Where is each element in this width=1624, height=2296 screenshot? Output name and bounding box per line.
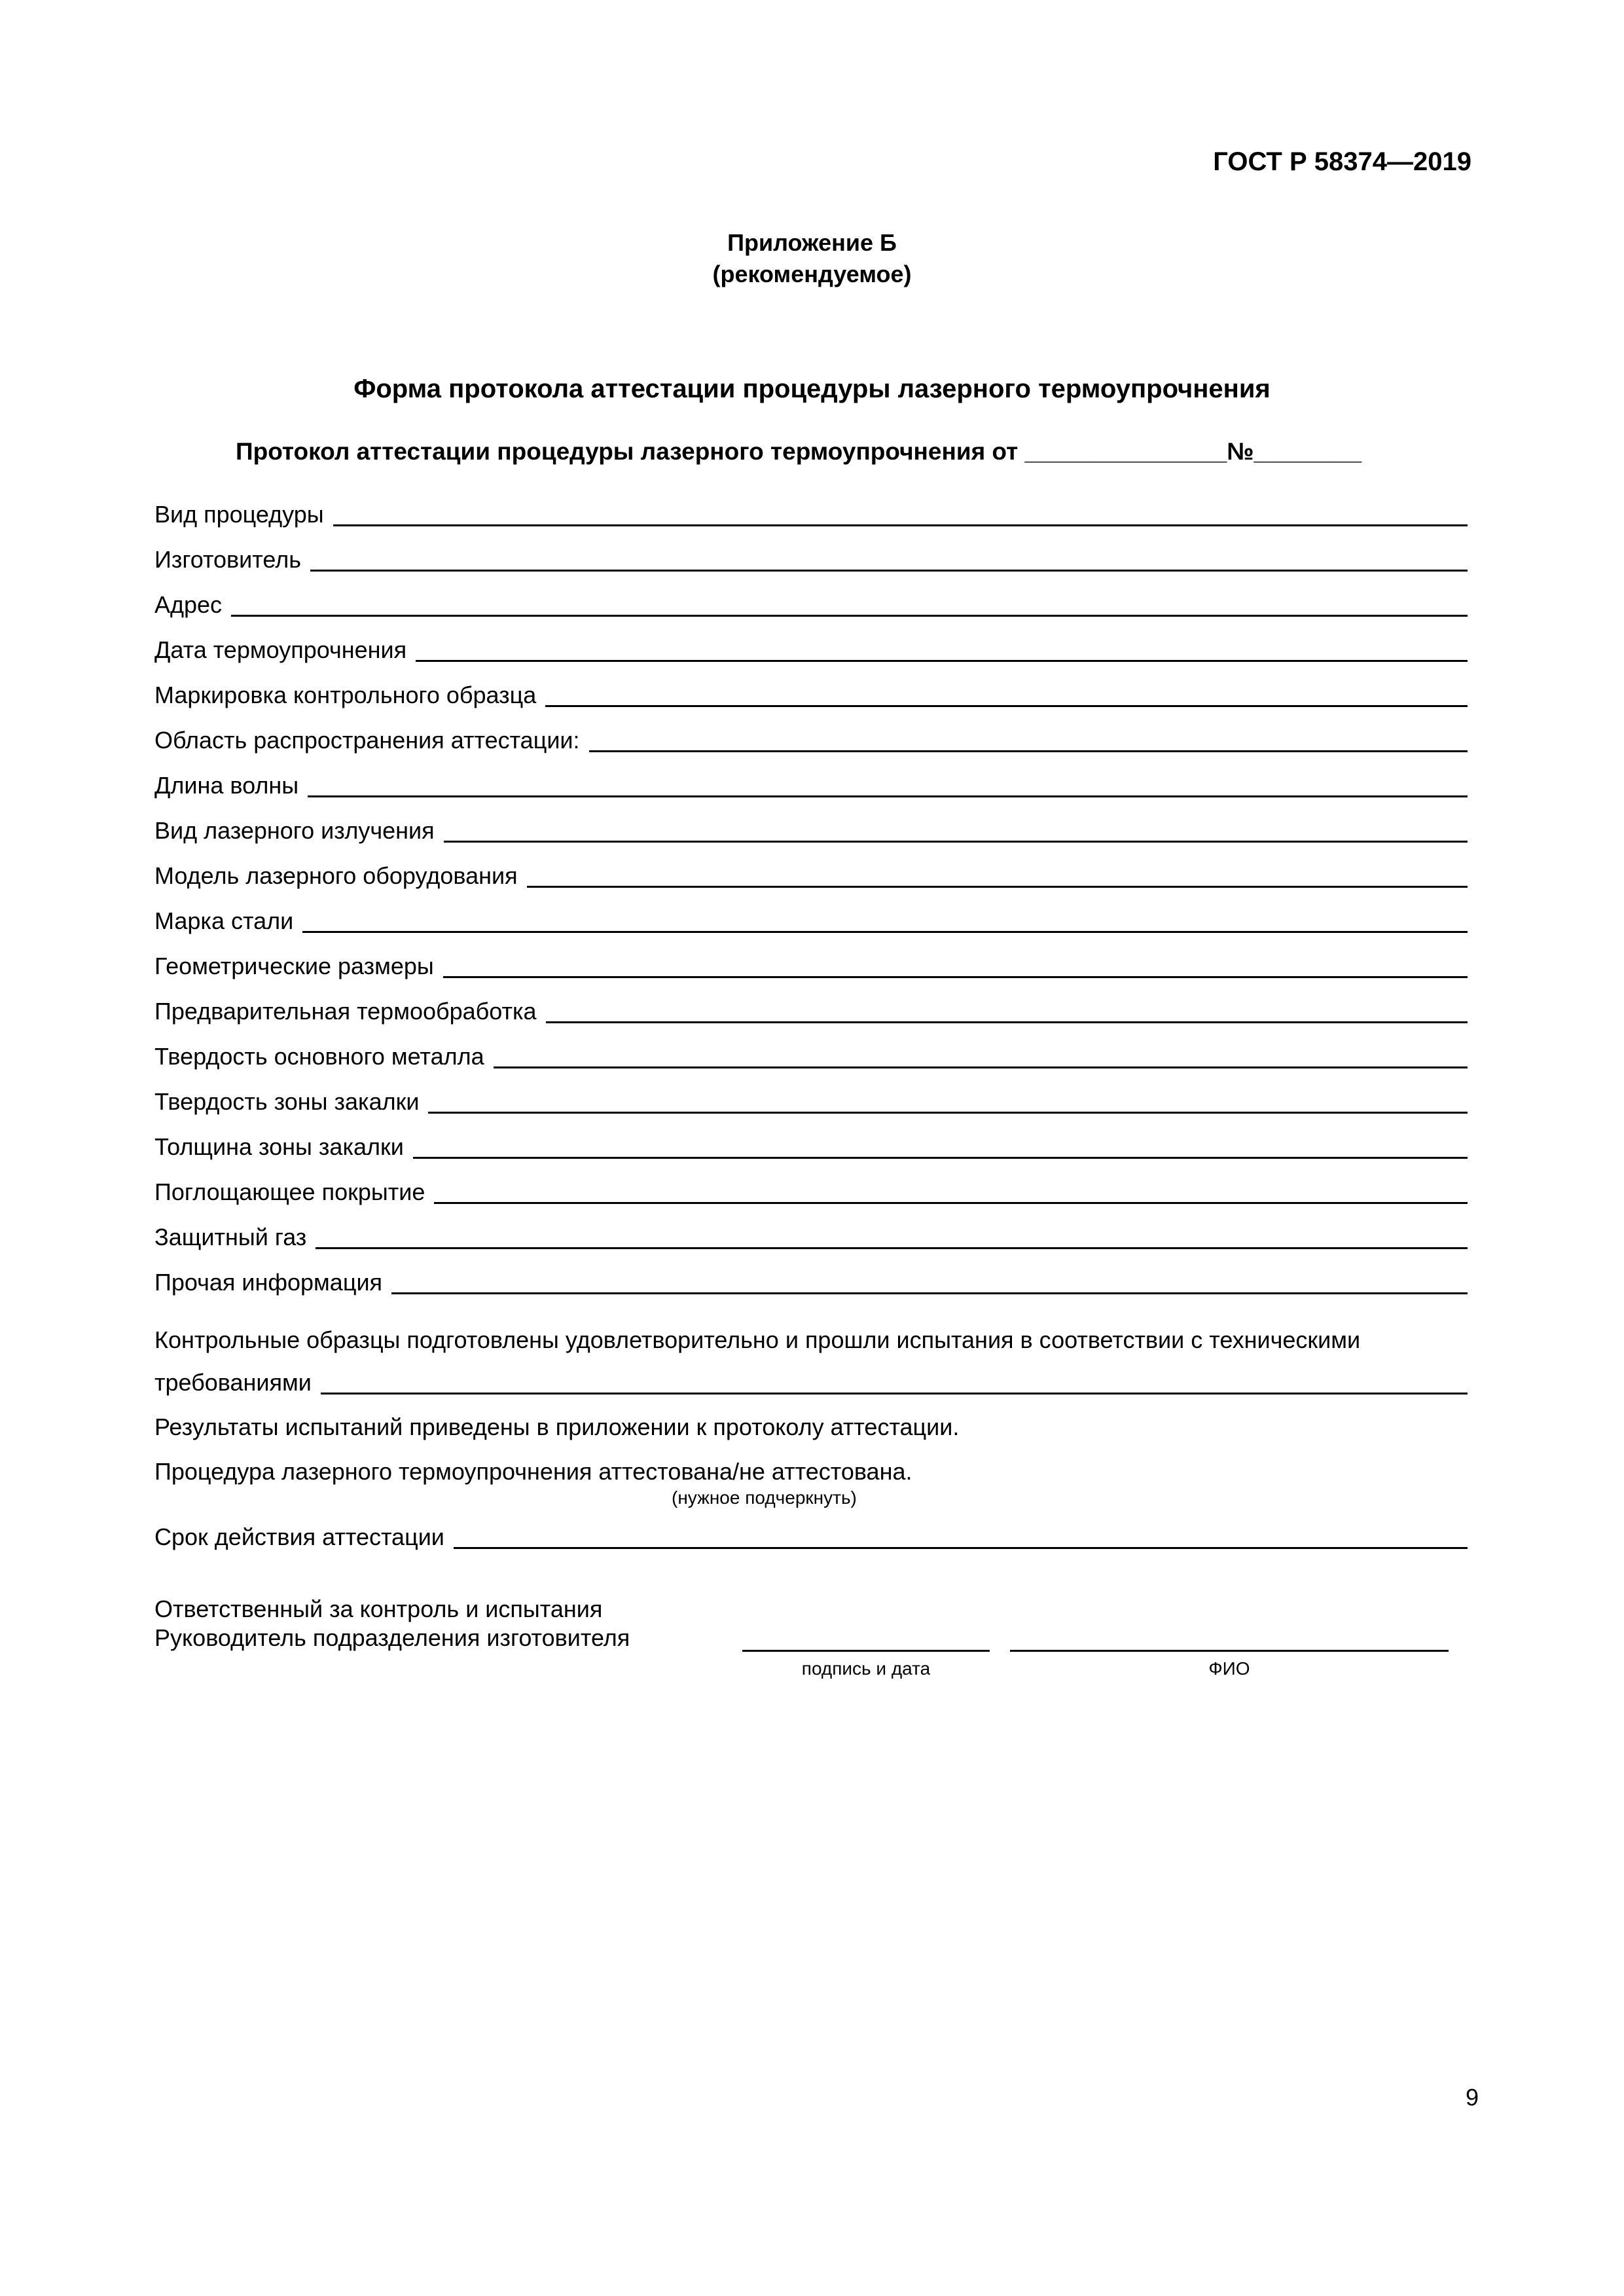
full-name-line[interactable] [1010, 1650, 1449, 1652]
field-line[interactable] [391, 1292, 1468, 1294]
appendix-title: Приложение Б [727, 229, 897, 256]
field-hardened-zone-hardness[interactable] [154, 1085, 1468, 1115]
field-label: Дата термоупрочнения [154, 636, 407, 663]
field-label: Геометрические размеры [154, 953, 434, 979]
results-statement: Результаты испытаний приведены в приложении к протоколу аттестации. [154, 1413, 960, 1440]
field-line[interactable] [443, 976, 1468, 978]
field-other-info[interactable] [154, 1266, 1468, 1296]
field-line[interactable] [231, 615, 1468, 617]
field-label: Твердость основного металла [154, 1043, 484, 1070]
field-requirements[interactable] [154, 1366, 1468, 1396]
field-line[interactable] [416, 660, 1468, 662]
samples-statement: Контрольные образцы подготовлены удовлетворительно и прошли испытания в соответствии с техническими [154, 1326, 1361, 1353]
field-label: Вид лазерного излучения [154, 817, 435, 844]
field-line[interactable] [308, 795, 1468, 797]
field-label: Поглощающее покрытие [154, 1178, 425, 1205]
field-geometric-dimensions[interactable] [154, 949, 1468, 979]
field-label: Марка стали [154, 907, 294, 934]
field-steel-grade[interactable] [154, 904, 1468, 934]
field-label: Толщина зоны закалки [154, 1133, 404, 1160]
protocol-title [236, 438, 1362, 465]
field-line[interactable] [310, 570, 1468, 572]
page-number: 9 [1465, 2084, 1479, 2111]
field-label: Предварительная термообработка [154, 998, 537, 1025]
underline-note: (нужное подчеркнуть) [672, 1487, 857, 1508]
field-line[interactable] [546, 1021, 1468, 1023]
full-name-caption: ФИО [1208, 1658, 1250, 1679]
protocol-date-blank[interactable]: _______________ [1024, 438, 1227, 465]
field-label: Срок действия аттестации [154, 1523, 444, 1550]
field-absorbing-coating[interactable] [154, 1175, 1468, 1205]
field-laser-radiation-type[interactable] [154, 814, 1468, 844]
field-line[interactable] [444, 841, 1468, 843]
protocol-number-label: № [1227, 438, 1254, 465]
responsible-person: Ответственный за контроль и испытания [154, 1595, 603, 1622]
field-label: Маркировка контрольного образца [154, 682, 537, 708]
field-shielding-gas[interactable] [154, 1220, 1468, 1250]
field-label: Вид процедуры [154, 501, 324, 528]
field-line[interactable] [316, 1247, 1468, 1249]
department-head: Руководитель подразделения изготовителя [154, 1624, 630, 1651]
field-label: Область распространения аттестации: [154, 727, 580, 754]
field-line[interactable] [545, 705, 1468, 707]
field-laser-equipment-model[interactable] [154, 859, 1468, 889]
procedure-statement: Процедура лазерного термоупрочнения аттестована/не аттестована. [154, 1458, 912, 1485]
field-procedure-type[interactable] [154, 498, 1468, 528]
signature-date-caption: подпись и дата [801, 1658, 931, 1679]
field-line[interactable] [494, 1066, 1468, 1068]
field-line[interactable] [434, 1202, 1468, 1204]
field-line[interactable] [428, 1112, 1468, 1114]
field-label: Модель лазерного оборудования [154, 862, 518, 889]
protocol-title-text: Протокол аттестации процедуры лазерного термоупрочнения от [236, 438, 1019, 465]
field-line[interactable] [413, 1157, 1468, 1159]
field-line[interactable] [589, 750, 1468, 752]
form-title: Форма протокола аттестации процедуры лазерного термоупрочнения [353, 374, 1271, 403]
field-pre-heat-treatment[interactable] [154, 994, 1468, 1025]
field-line[interactable] [321, 1393, 1468, 1394]
field-base-metal-hardness[interactable] [154, 1040, 1468, 1070]
signature-date-line[interactable] [742, 1650, 990, 1652]
field-sample-marking[interactable] [154, 678, 1468, 708]
field-label: Адрес [154, 591, 223, 618]
field-certification-scope[interactable] [154, 723, 1468, 754]
field-label: требованиями [154, 1369, 312, 1396]
field-hardened-zone-thickness[interactable] [154, 1130, 1468, 1160]
field-wavelength[interactable] [154, 769, 1468, 799]
field-address[interactable] [154, 588, 1468, 618]
field-hardening-date[interactable] [154, 633, 1468, 663]
field-line[interactable] [302, 931, 1468, 933]
standard-number: ГОСТ Р 58374—2019 [1213, 147, 1471, 176]
field-label: Защитный газ [154, 1224, 307, 1250]
field-manufacturer[interactable] [154, 543, 1468, 573]
field-line[interactable] [527, 886, 1468, 888]
field-validity-period[interactable] [154, 1520, 1468, 1550]
field-label: Длина волны [154, 772, 299, 799]
field-label: Прочая информация [154, 1269, 383, 1296]
protocol-number-blank[interactable]: ________ [1254, 438, 1362, 465]
field-label: Изготовитель [154, 546, 301, 573]
field-line[interactable] [454, 1547, 1468, 1549]
field-line[interactable] [333, 524, 1468, 526]
appendix-subtitle: (рекомендуемое) [712, 261, 912, 287]
field-label: Твердость зоны закалки [154, 1088, 420, 1115]
